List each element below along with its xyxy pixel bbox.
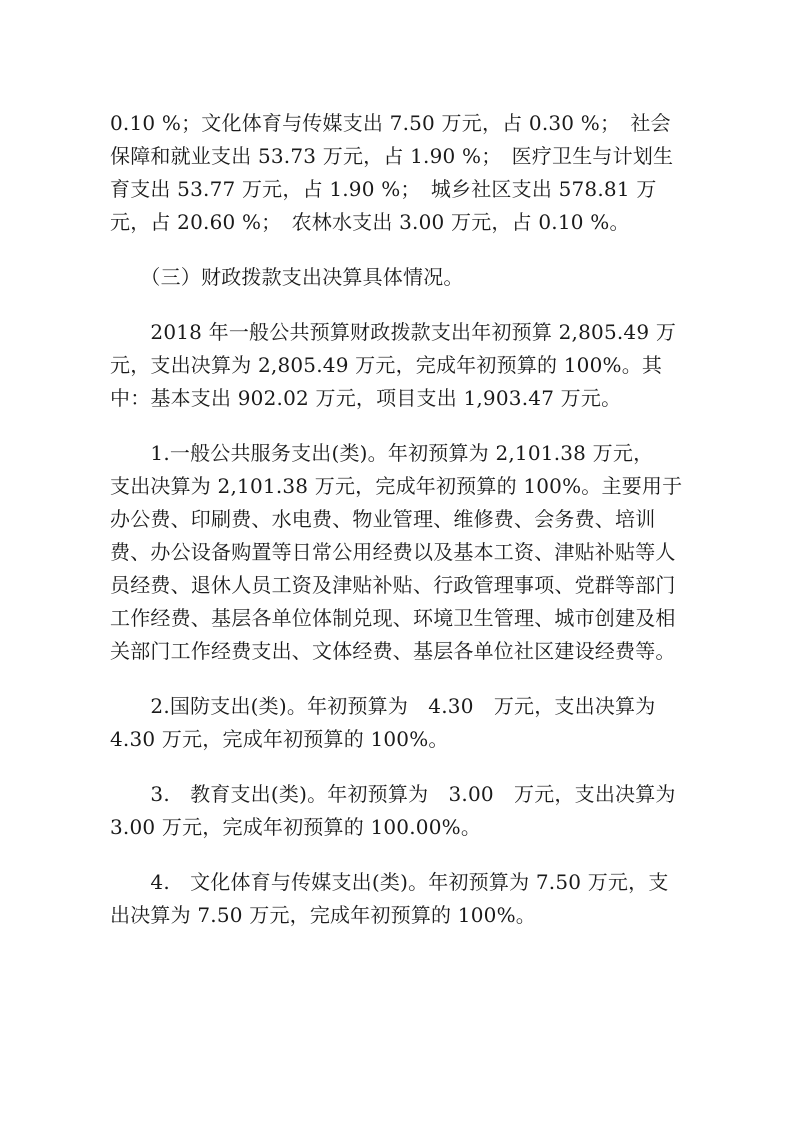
text-line: 4. 文化体育与传媒支出(类)。年初预算为 7.50 万元，支 xyxy=(110,870,669,894)
document-body xyxy=(110,107,690,954)
paragraph-item-education xyxy=(110,778,690,844)
text-line: 2.国防支出(类)。年初预算为 4.30 万元，支出决算为 xyxy=(110,694,656,718)
text-line: 员经费、退休人员工资及津贴补贴、行政管理事项、党群等部门 xyxy=(110,573,676,597)
text-line: 工作经费、基层各单位体制兑现、环境卫生管理、城市创建及相 xyxy=(110,606,676,630)
text-line: 育支出 53.77 万元，占 1.90 %； 城乡社区支出 578.81 万 xyxy=(110,177,657,201)
text-line: 0.10 %；文化体育与传媒支出 7.50 万元，占 0.30 %； 社会 xyxy=(110,111,671,135)
paragraph-item-general-public-services xyxy=(110,437,690,668)
text-line: 保障和就业支出 53.73 万元，占 1.90 %； 医疗卫生与计划生 xyxy=(110,144,674,168)
paragraph-item-culture-sports-media xyxy=(110,866,690,932)
text-line: 关部门工作经费支出、文体经费、基层各单位社区建设经费等。 xyxy=(110,639,676,663)
text-line: 出决算为 7.50 万元，完成年初预算的 100%。 xyxy=(110,903,536,927)
paragraph-budget-summary xyxy=(110,316,690,415)
text-line: 支出决算为 2,101.38 万元，完成年初预算的 100%。主要用于 xyxy=(110,474,683,498)
text-line: 费、办公设备购置等日常公用经费以及基本工资、津贴补贴等人 xyxy=(110,540,676,564)
text-line: 办公费、印刷费、水电费、物业管理、维修费、会务费、培训 xyxy=(110,507,656,531)
text-line: 1.一般公共服务支出(类)。年初预算为 2,101.38 万元， xyxy=(110,441,654,465)
paragraph-expenditure-breakdown-continued xyxy=(110,107,690,239)
text-line: 2018 年一般公共预算财政拨款支出年初预算 2,805.49 万 xyxy=(110,320,677,344)
text-line: 3.00 万元，完成年初预算的 100.00%。 xyxy=(110,815,482,839)
section-heading-fiscal-appropriation-details xyxy=(110,261,690,294)
text-line: 4.30 万元，完成年初预算的 100%。 xyxy=(110,727,449,751)
text-line: （三）财政拨款支出决算具体情况。 xyxy=(110,265,464,289)
text-line: 元，占 20.60 %； 农林水支出 3.00 万元，占 0.10 %。 xyxy=(110,210,630,234)
text-line: 3. 教育支出(类)。年初预算为 3.00 万元，支出决算为 xyxy=(110,782,676,806)
paragraph-item-national-defense xyxy=(110,690,690,756)
text-line: 中：基本支出 902.02 万元，项目支出 1,903.47 万元。 xyxy=(110,386,622,410)
text-line: 元，支出决算为 2,805.49 万元，完成年初预算的 100%。其 xyxy=(110,353,663,377)
